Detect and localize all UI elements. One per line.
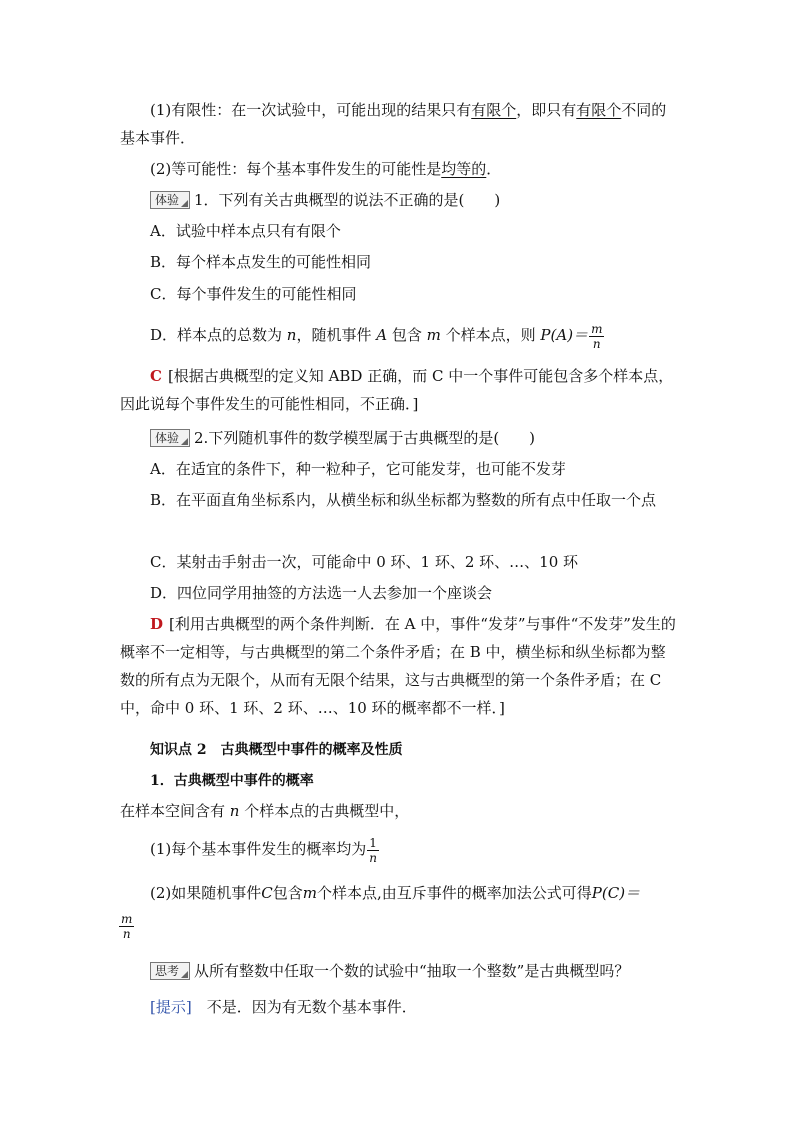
fraction-m-over-n (589, 322, 604, 351)
var-c: C (261, 884, 273, 902)
underlined-term: 有限个 (576, 101, 622, 119)
denominator: n (592, 336, 601, 351)
var-a: A (376, 326, 388, 344)
section-subtitle: 1．古典概型中事件的概率 (150, 773, 314, 789)
text: 个样本点,由互斥事件的概率加法公式可得 (316, 884, 592, 902)
var-n: n (286, 326, 297, 344)
experience-tag: 体验 (150, 191, 190, 209)
text: 不同的基本事件． (120, 101, 667, 147)
text: 包含 (272, 884, 303, 902)
prob-expression: P(C)＝ (591, 884, 641, 902)
knowledge-point-title: 知识点 2 古典概型中事件的概率及性质 (150, 742, 403, 758)
var-n: n (229, 802, 240, 820)
q2-option-c: C．某射击手射击一次，可能命中 0 环、1 环、2 环、…、10 环 (150, 553, 579, 571)
q2-option-d: D．四位同学用抽签的方法选一人去参加一个座谈会 (150, 584, 493, 602)
q1-stem (150, 186, 500, 214)
text: D．样本点的总数为 (150, 326, 287, 344)
think-hint (150, 993, 417, 1021)
numerator: m (121, 912, 133, 926)
q1-answer (120, 362, 680, 418)
fraction-m-over-n-result (118, 912, 134, 941)
q2-option-a: A．在适宜的条件下，种一粒种子，它可能发芽，也可能不发芽 (150, 460, 566, 478)
text: 个样本点的古典概型中， (239, 802, 410, 820)
basic-event-probability (150, 835, 379, 865)
denominator: n (369, 850, 377, 865)
q1-option-b: B．每个样本点发生的可能性相同 (150, 253, 372, 271)
think-tag: 思考 (150, 962, 190, 980)
question-text: 2.下列随机事件的数学模型属于古典概型的是( ) (194, 429, 536, 447)
question-text: 从所有整数中任取一个数的试验中“抽取一个整数”是古典概型吗？ (194, 962, 630, 980)
fraction-1-over-n (367, 836, 379, 865)
equal-possibility-line (150, 155, 501, 183)
denominator: n (122, 927, 131, 941)
hint-answer: 不是．因为有无数个基本事件． (191, 998, 417, 1016)
q1-option-c: C．每个事件发生的可能性相同 (150, 285, 357, 303)
q2-stem (150, 424, 535, 452)
text: (2)等可能性：每个基本事件发生的可能性是 (150, 160, 442, 178)
text: 个样本点，则 (440, 326, 541, 344)
hint-label: [提示] (150, 998, 192, 1016)
text: 在样本空间含有 (120, 802, 230, 820)
var-m: m (302, 884, 317, 902)
text: ，即只有 (516, 101, 577, 119)
fraction (119, 912, 134, 941)
question-text: 1．下列有关古典概型的说法不正确的是( ) (194, 191, 501, 209)
underlined-term: 有限个 (471, 101, 517, 119)
think-question (150, 957, 629, 985)
text: (1)有限性：在一次试验中，可能出现的结果只有 (150, 101, 472, 119)
answer-letter: D (150, 615, 164, 633)
prob-expression: P(A)＝ (540, 326, 589, 344)
text: (2)如果随机事件 (150, 884, 262, 902)
finiteness-paragraph (120, 96, 680, 152)
q2-option-b: B．在平面直角坐标系内，从横坐标和纵坐标都为整数的所有点中任取一个点 (150, 491, 657, 509)
numerator: 1 (369, 835, 377, 850)
numerator: m (591, 321, 603, 336)
answer-letter: C (150, 367, 162, 385)
underlined-term: 均等的 (441, 160, 487, 178)
var-m: m (426, 326, 441, 344)
text: ，随机事件 (296, 326, 377, 344)
text: ． (486, 160, 502, 178)
event-c-probability (150, 879, 640, 907)
experience-tag: 体验 (150, 429, 190, 447)
text: 包含 (387, 326, 427, 344)
answer-explanation: [利用古典概型的两个条件判断．在 A 中，事件“发芽”与事件“不发芽”发生的概率不一定相等，与古典概型的第二个条件矛盾；在 B 中，横坐标和纵坐标都为整数的所有点为无限个，从而有无限个结果，这与古典概型的第一个条件矛盾；在 C 中，命中 0 环、1 环、2 环、…、10 环的概率都不一样．] (120, 615, 676, 717)
q1-option-a: A．试验中样本点只有有限个 (150, 222, 341, 240)
text: (1)每个基本事件发生的概率均为 (150, 840, 367, 858)
answer-explanation: [根据古典概型的定义知 ABD 正确，而 C 中一个事件可能包含多个样本点，因此说每个事件发生的可能性相同，不正确．] (120, 367, 674, 413)
q1-option-d (150, 321, 604, 351)
q2-answer (120, 610, 680, 722)
sample-space-intro (120, 797, 680, 825)
